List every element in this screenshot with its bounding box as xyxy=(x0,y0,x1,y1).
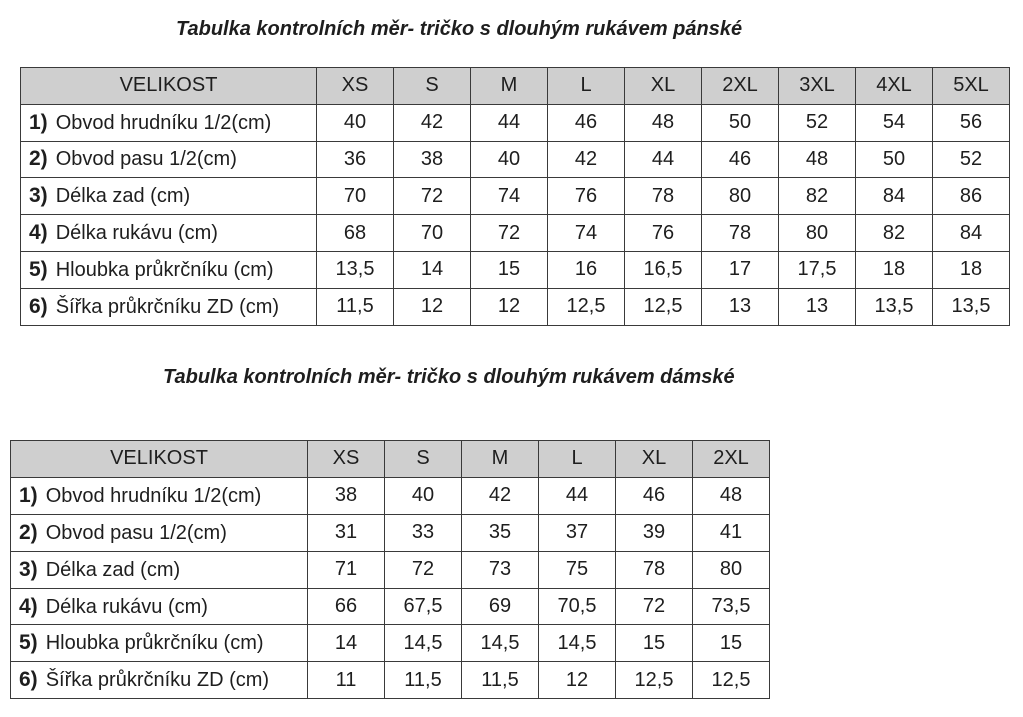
size-header: S xyxy=(394,68,471,105)
men-table-title: Tabulka kontrolních měr- tričko s dlouhým rukávem pánské xyxy=(176,18,743,40)
value-cell: 74 xyxy=(471,178,548,215)
value-cell: 40 xyxy=(471,141,548,178)
value-cell: 18 xyxy=(856,251,933,288)
size-header: M xyxy=(462,441,539,478)
row-label xyxy=(11,625,308,662)
value-cell: 12,5 xyxy=(625,288,702,325)
value-cell: 36 xyxy=(317,141,394,178)
value-cell: 38 xyxy=(308,477,385,514)
value-cell: 12,5 xyxy=(693,662,770,699)
value-cell: 48 xyxy=(693,477,770,514)
value-cell: 13,5 xyxy=(933,288,1010,325)
value-cell: 72 xyxy=(385,551,462,588)
row-label-text: Délka rukávu (cm) xyxy=(55,222,218,245)
table-row xyxy=(21,288,1010,325)
row-label xyxy=(21,141,317,178)
value-cell: 75 xyxy=(539,551,616,588)
value-cell: 16 xyxy=(548,251,625,288)
value-cell: 78 xyxy=(702,215,779,252)
value-cell: 66 xyxy=(308,588,385,625)
value-cell: 69 xyxy=(462,588,539,625)
size-header: XS xyxy=(308,441,385,478)
men-header-row xyxy=(21,68,1010,105)
value-cell: 13 xyxy=(779,288,856,325)
value-cell: 18 xyxy=(933,251,1010,288)
value-cell: 84 xyxy=(856,178,933,215)
value-cell: 84 xyxy=(933,215,1010,252)
value-cell: 56 xyxy=(933,104,1010,141)
value-cell: 31 xyxy=(308,514,385,551)
value-cell: 12,5 xyxy=(548,288,625,325)
table-row xyxy=(21,104,1010,141)
table-row xyxy=(11,662,770,699)
women-size-table xyxy=(10,440,770,699)
value-cell: 14 xyxy=(394,251,471,288)
size-header: S xyxy=(385,441,462,478)
value-cell: 40 xyxy=(317,104,394,141)
row-number: 6) xyxy=(19,668,38,692)
row-label-text: Obvod pasu 1/2(cm) xyxy=(45,521,227,544)
value-cell: 72 xyxy=(616,588,693,625)
value-cell: 13,5 xyxy=(856,288,933,325)
value-cell: 73,5 xyxy=(693,588,770,625)
value-cell: 14 xyxy=(308,625,385,662)
row-label-text: Délka zad (cm) xyxy=(45,558,181,581)
value-cell: 11,5 xyxy=(385,662,462,699)
value-cell: 41 xyxy=(693,514,770,551)
value-cell: 46 xyxy=(548,104,625,141)
row-label xyxy=(11,662,308,699)
value-cell: 44 xyxy=(471,104,548,141)
value-cell: 44 xyxy=(539,477,616,514)
size-header: 3XL xyxy=(779,68,856,105)
value-cell: 14,5 xyxy=(385,625,462,662)
women-table-title: Tabulka kontrolních měr- tričko s dlouhým rukávem dámské xyxy=(163,366,735,388)
value-cell: 76 xyxy=(548,178,625,215)
row-label-text: Délka rukávu (cm) xyxy=(45,595,208,618)
header-velikost: VELIKOST xyxy=(11,441,308,478)
value-cell: 86 xyxy=(933,178,1010,215)
size-header: 2XL xyxy=(702,68,779,105)
row-label-text: Šířka průkrčníku ZD (cm) xyxy=(55,295,280,318)
row-label-text: Obvod pasu 1/2(cm) xyxy=(55,148,237,171)
value-cell: 50 xyxy=(702,104,779,141)
table-row xyxy=(11,477,770,514)
row-number: 2) xyxy=(29,147,48,171)
row-label xyxy=(11,551,308,588)
value-cell: 50 xyxy=(856,141,933,178)
row-label xyxy=(11,477,308,514)
size-header: L xyxy=(548,68,625,105)
value-cell: 42 xyxy=(462,477,539,514)
table-row xyxy=(21,251,1010,288)
size-header: M xyxy=(471,68,548,105)
row-label xyxy=(11,588,308,625)
row-number: 1) xyxy=(19,483,38,507)
row-label xyxy=(21,104,317,141)
row-number: 3) xyxy=(29,184,48,208)
value-cell: 12,5 xyxy=(616,662,693,699)
row-number: 5) xyxy=(29,257,48,281)
value-cell: 42 xyxy=(394,104,471,141)
row-label-text: Šířka průkrčníku ZD (cm) xyxy=(45,669,270,692)
row-label xyxy=(21,251,317,288)
value-cell: 46 xyxy=(702,141,779,178)
value-cell: 37 xyxy=(539,514,616,551)
row-label-text: Obvod hrudníku 1/2(cm) xyxy=(45,484,262,507)
value-cell: 70 xyxy=(317,178,394,215)
value-cell: 74 xyxy=(548,215,625,252)
value-cell: 17 xyxy=(702,251,779,288)
size-header: 5XL xyxy=(933,68,1010,105)
value-cell: 76 xyxy=(625,215,702,252)
size-header: 4XL xyxy=(856,68,933,105)
row-number: 4) xyxy=(29,221,48,245)
value-cell: 78 xyxy=(625,178,702,215)
value-cell: 11 xyxy=(308,662,385,699)
value-cell: 68 xyxy=(317,215,394,252)
value-cell: 15 xyxy=(471,251,548,288)
size-header: 2XL xyxy=(693,441,770,478)
value-cell: 14,5 xyxy=(462,625,539,662)
women-header-row xyxy=(11,441,770,478)
value-cell: 82 xyxy=(779,178,856,215)
row-number: 1) xyxy=(29,110,48,134)
value-cell: 48 xyxy=(625,104,702,141)
value-cell: 11,5 xyxy=(317,288,394,325)
size-header: XS xyxy=(317,68,394,105)
table-row xyxy=(11,551,770,588)
value-cell: 72 xyxy=(471,215,548,252)
value-cell: 46 xyxy=(616,477,693,514)
value-cell: 40 xyxy=(385,477,462,514)
row-number: 3) xyxy=(19,557,38,581)
size-header: XL xyxy=(616,441,693,478)
value-cell: 13,5 xyxy=(317,251,394,288)
value-cell: 12 xyxy=(394,288,471,325)
table-row xyxy=(11,514,770,551)
value-cell: 11,5 xyxy=(462,662,539,699)
value-cell: 52 xyxy=(933,141,1010,178)
row-label-text: Hloubka průkrčníku (cm) xyxy=(55,258,274,281)
value-cell: 15 xyxy=(693,625,770,662)
table-row xyxy=(21,215,1010,252)
row-number: 5) xyxy=(19,631,38,655)
men-size-table xyxy=(20,67,1010,326)
value-cell: 82 xyxy=(856,215,933,252)
row-label xyxy=(21,215,317,252)
row-number: 4) xyxy=(19,594,38,618)
row-label xyxy=(21,178,317,215)
value-cell: 14,5 xyxy=(539,625,616,662)
row-label-text: Obvod hrudníku 1/2(cm) xyxy=(55,111,272,134)
row-number: 6) xyxy=(29,294,48,318)
table-row xyxy=(11,625,770,662)
row-label-text: Délka zad (cm) xyxy=(55,185,191,208)
row-number: 2) xyxy=(19,520,38,544)
value-cell: 39 xyxy=(616,514,693,551)
value-cell: 80 xyxy=(702,178,779,215)
table-row xyxy=(21,141,1010,178)
value-cell: 17,5 xyxy=(779,251,856,288)
row-label xyxy=(21,288,317,325)
value-cell: 48 xyxy=(779,141,856,178)
value-cell: 12 xyxy=(471,288,548,325)
value-cell: 13 xyxy=(702,288,779,325)
value-cell: 54 xyxy=(856,104,933,141)
value-cell: 52 xyxy=(779,104,856,141)
value-cell: 16,5 xyxy=(625,251,702,288)
value-cell: 12 xyxy=(539,662,616,699)
value-cell: 71 xyxy=(308,551,385,588)
value-cell: 80 xyxy=(779,215,856,252)
value-cell: 35 xyxy=(462,514,539,551)
row-label-text: Hloubka průkrčníku (cm) xyxy=(45,632,264,655)
value-cell: 80 xyxy=(693,551,770,588)
value-cell: 33 xyxy=(385,514,462,551)
header-velikost: VELIKOST xyxy=(21,68,317,105)
size-header: XL xyxy=(625,68,702,105)
value-cell: 73 xyxy=(462,551,539,588)
row-label xyxy=(11,514,308,551)
value-cell: 72 xyxy=(394,178,471,215)
value-cell: 78 xyxy=(616,551,693,588)
value-cell: 44 xyxy=(625,141,702,178)
size-header: L xyxy=(539,441,616,478)
value-cell: 15 xyxy=(616,625,693,662)
table-row xyxy=(21,178,1010,215)
value-cell: 42 xyxy=(548,141,625,178)
value-cell: 70,5 xyxy=(539,588,616,625)
table-row xyxy=(11,588,770,625)
value-cell: 38 xyxy=(394,141,471,178)
value-cell: 70 xyxy=(394,215,471,252)
value-cell: 67,5 xyxy=(385,588,462,625)
